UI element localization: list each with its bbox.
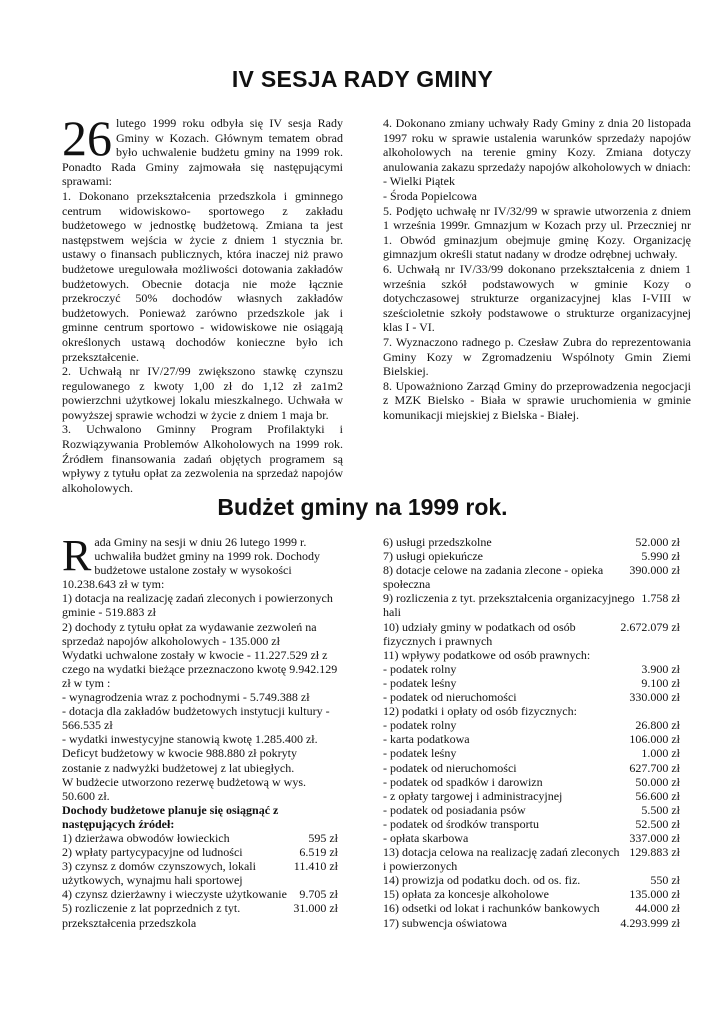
income-row [383,775,680,789]
income-row [383,887,680,901]
income-value: 106.000 zł [629,732,680,747]
income-label: 7) usługi opiekuńcze [383,549,483,564]
income-value: 44.000 zł [635,901,680,916]
income-value: 5.500 zł [641,802,680,817]
income-row [62,901,338,929]
budget-line: Wydatki uchwalone zostały w kwocie - 11.227.529 zł z czego na wydatki bieżące przeznaczono kwotę 9.942.129 zł w tym : [62,647,338,690]
income-value: 627.700 zł [629,760,680,775]
income-label: 17) subwencja oświatowa [383,915,507,930]
income-label: - podatek od nieruchomości [383,690,517,705]
session-item-2: 2. Uchwałą nr IV/27/99 zwiększono stawkę czynszu regulowanego z kwoty 1,00 zł do 1,12 zł za1m2 powierzchni użytkowej lokalu mieszkalnego. Uchwała w powyższej sprawie wchodzi w życie z dniem 1 maja br. [62,364,343,422]
income-row [383,676,680,690]
income-value: 3.900 zł [641,661,680,676]
income-row [383,535,680,549]
income-label: - podatek rolny [383,718,457,733]
income-value: 9.100 zł [641,675,680,690]
income-row [383,549,680,563]
income-value: 595 zł [308,830,338,845]
income-row [383,746,680,760]
budget-line: - dotacja dla zakładów budżetowych instytucji kultury - 566.535 zł [62,704,330,733]
income-label: - opłata skarbowa [383,830,469,845]
income-row [383,662,680,676]
session-intro-text: lutego 1999 roku odbyła się IV sesja Rady Gminy w Kozach. Głównym tematem obrad było uchwalenie budżetu gminy na 1999 rok. Ponadto Rada Gminy zajmowała się następującymi sprawami: [62,116,343,189]
income-value: 135.000 zł [629,887,680,902]
dropcap-r: R [62,531,92,580]
income-value: 129.883 zł [629,845,680,860]
budget-line: 1) dotacja na realizację zadań zleconych i powierzonych gminie - 519.883 zł [62,591,333,620]
income-label: 4) czynsz dzierżawny i wieczyste użytkowanie [62,887,287,902]
income-label: - karta podatkowa [383,732,470,747]
budget-intro-paragraph [62,531,338,592]
budget-intro-text: ada Gminy na sesji w dniu 26 lutego 1999 r. uchwaliła budżet gminy na 1999 rok. Dochody budżetowe ustalone zostały w wysokości 10.238.643 zł w tym: [62,535,320,592]
income-label: - podatek od środków transportu [383,816,539,831]
income-row [383,648,680,662]
income-row [383,845,680,873]
session-item-4: 4. Dokonano zmiany uchwały Rady Gminy z dnia 20 listopada 1997 roku w sprawie ustalenia warunków sprzedaży napojów alkoholowych na terenie gminy Kozy. Zmiana dotyczy anulowania zakazu sprzedaży napojów alkoholowych w dniach: [383,116,691,174]
income-row [383,817,680,831]
budget-column-right [383,535,680,930]
income-row [383,873,680,887]
income-label: 9) rozliczenia z tyt. przekształcenia organizacyjnego hali [383,591,635,620]
income-label: 13) dotacja celowa na realizację zadań zleconych i powierzonych [383,845,620,874]
income-label: 14) prowizja od podatku doch. od os. fiz. [383,873,581,888]
session-title: IV SESJA RADY GMINY [231,66,494,92]
income-value: 550 zł [650,873,680,888]
income-row [383,718,680,732]
income-value: 11.410 zł [293,859,338,874]
income-row [62,845,338,859]
income-label: - podatek od spadków i darowizn [383,774,543,789]
income-row [383,789,680,803]
income-row [383,704,680,718]
income-label: 1) dzierżawa obwodów łowieckich [62,830,230,845]
income-value: 5.990 zł [641,549,680,564]
income-list-right [383,535,680,930]
income-label: - podatek od nieruchomości [383,760,517,775]
income-value: 330.000 zł [629,690,680,705]
dropcap-26: 26 [62,110,112,166]
income-row [383,690,680,704]
income-label: - podatek leśny [383,675,457,690]
income-label: 10) udziały gminy w podatkach od osób fizycznych i prawnych [383,619,576,648]
income-row [383,831,680,845]
income-heading: Dochody budżetowe planuje się osiągnąć z następujących źródeł: [62,802,279,831]
session-intro-paragraph [62,110,343,189]
session-column-right [383,116,691,422]
income-row [383,761,680,775]
income-label: 3) czynsz z domów czynszowych, lokali użytkowych, wynajmu hali sportowej [62,859,256,888]
income-label: 11) wpływy podatkowe od osób prawnych: [383,647,591,662]
income-label: - podatek od posiadania psów [383,802,526,817]
budget-line: - wydatki inwestycyjne stanowią kwotę 1.285.400 zł. Deficyt budżetowy w kwocie 988.880 zł pokryty zostanie z nadwyżki budżetowej z lat ubiegłych. [62,732,318,775]
income-row [62,831,338,845]
session-item-1: 1. Dokonano przekształcenia przedszkola i gminnego centrum widowiskowo- sportowego z zakładu budżetowego w jednostkę budżetową. Zmiana ta jest następstwem wejścia w życie z dniem 1 stycznia br. ustawy o finansach publicznych, która inaczej niż prawo budżetowe uregulowała możliwości dotowania zakładów budżetowych. Obecnie dotacja nie może łącznie przekroczyć 50% dochodów własnych zakładów budżetowych. Ponieważ zarówno przedszkole jak i gminne centrum sportowo - widowiskowe nie osiągają określonych ustawą dochodów konieczne było ich przekształcenie. [62,188,343,364]
income-row [383,591,680,619]
income-value: 1.000 zł [641,746,680,761]
income-value: 31.000 zł [293,901,338,916]
budget-line: - wynagrodzenia wraz z pochodnymi - 5.749.388 zł [62,690,310,705]
income-row [62,859,338,887]
session-item-5: 5. Podjęto uchwałę nr IV/32/99 w sprawie utworzenia z dniem 1 września 1999r. Gmnazjum w Kozach przy ul. Przeczniej nr 1. Obwód gminazjum obejmuje gminę Kozy. Organizację gimnazjum określi statut nadany w drodze odrębnej uchwały. [383,203,691,262]
income-value: 52.000 zł [635,535,680,549]
income-list-left [62,831,338,930]
income-value: 6.519 zł [299,845,338,860]
income-label: - podatek leśny [383,746,457,761]
income-row [383,620,680,648]
income-label: 5) rozliczenie z lat poprzednich z tyt. przekształcenia przedszkola [62,901,241,930]
income-label: 2) wpłaty partycypacyjne od ludności [62,845,243,860]
income-label: 16) odsetki od lokat i rachunków bankowych [383,901,600,916]
income-label: - z opłaty targowej i administracyjnej [383,788,563,803]
income-value: 2.672.079 zł [620,619,680,634]
session-column-left [62,110,343,495]
income-label: 6) usługi przedszkolne [383,535,492,549]
income-label: 12) podatki i opłaty od osób fizycznych: [383,704,577,719]
income-row [62,887,338,901]
income-value: 390.000 zł [629,563,680,578]
session-item-8: 8. Upoważniono Zarząd Gminy do przeprowadzenia negocjacji z MZK Bielsko - Biała w sprawie uruchomienia w gminie komunikacji miejskiej z Bielska - Białej. [383,378,691,422]
income-row [383,916,680,930]
income-value: 26.800 zł [635,718,680,733]
income-label: 15) opłata za koncesje alkoholowe [383,887,549,902]
session-item-3: 3. Uchwalono Gminny Program Profilaktyki i Rozwiązywania Problemów Alkoholowych na 1999 rok. Źródłem finansowania zadań objętych programem są wpływy z tytułu opłat za zezwolenia na sprzedaż napojów alkoholowych. [62,422,343,495]
income-row [383,901,680,915]
income-value: 9.705 zł [299,887,338,902]
income-label: - podatek rolny [383,661,457,676]
income-row [383,732,680,746]
budget-line: W budżecie utworzono rezerwę budżetową w wys. 50.600 zł. [62,774,307,803]
income-value: 337.000 zł [629,830,680,845]
income-value: 1.758 zł [641,591,680,606]
session-item-7: 7. Wyznaczono radnego p. Czesław Zubra do reprezentowania Gminy Kozy w Zgromadzeniu Wspólnoty Gmin Ziemi Bielskiej. [383,334,691,379]
session-item-6: 6. Uchwałą nr IV/33/99 dokonano przekształcenia z dniem 1 września szkół podstawowych w gminie Kozy o dotychczasowej strukturze organizacyjnej klas I-VIII w sześcioletnie szkoły podstawowe o strukturze organizacyjnej klas I - VI. [383,261,691,335]
income-value: 52.500 zł [635,816,680,831]
income-value: 4.293.999 zł [620,915,680,930]
income-value: 50.000 zł [635,774,680,789]
budget-column-left [62,531,338,930]
session-item-4-day-2: - Środa Popielcowa [383,188,477,203]
income-label: 8) dotacje celowe na zadania zlecone - opieka społeczna [383,563,604,592]
income-row [383,803,680,817]
income-row [383,563,680,591]
budget-line: 2) dochody z tytułu opłat za wydawanie zezwoleń na sprzedaż napojów alkoholowych - 135.000 zł [62,619,317,648]
income-value: 56.600 zł [635,788,680,803]
session-item-4-day-1: - Wielki Piątek [383,174,455,189]
budget-title: Budżet gminy na 1999 rok. [217,494,508,520]
budget-lines [62,591,338,802]
